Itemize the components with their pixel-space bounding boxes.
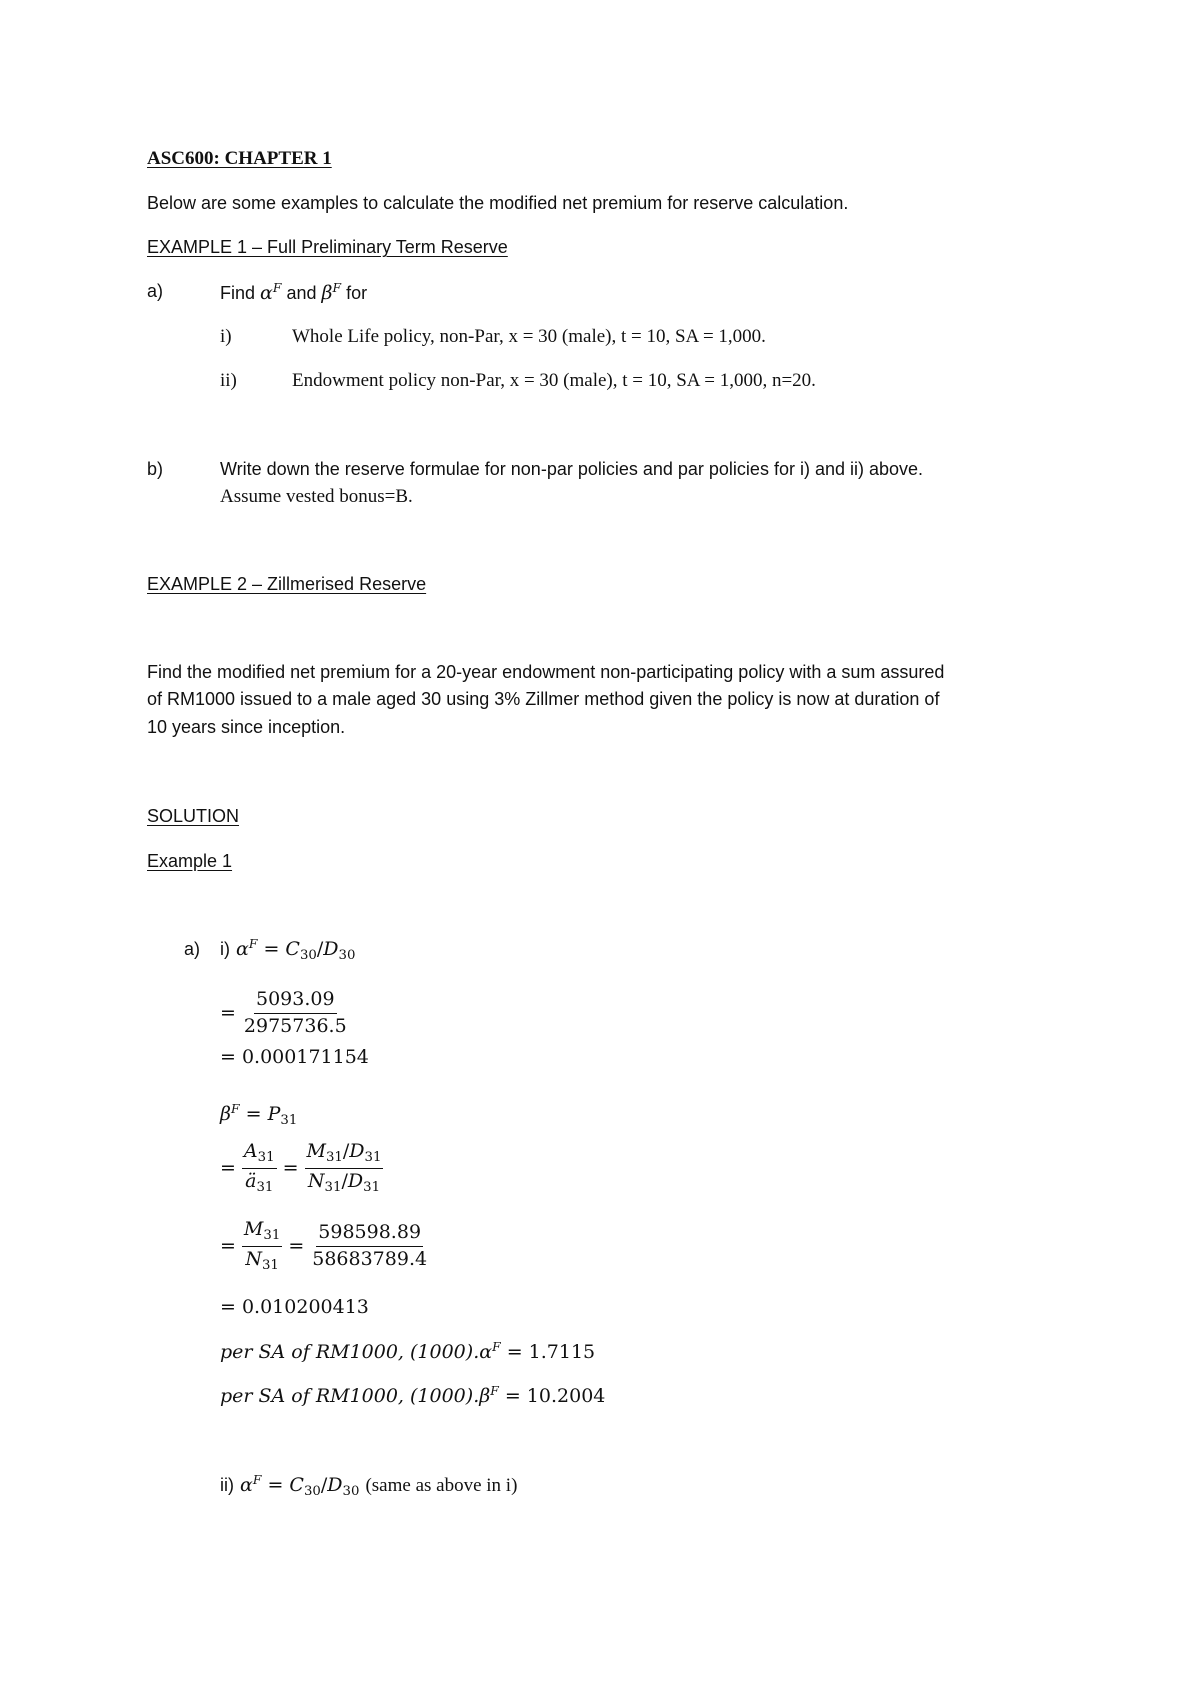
example1-b-label: b) xyxy=(147,459,164,479)
annuity-due-31-symbol: $ä_{31}$ xyxy=(245,1169,274,1195)
m31-over-d31: $M_{31}/D_{31}$ xyxy=(305,1140,384,1169)
a31-symbol: $A_{31}$ xyxy=(242,1140,277,1169)
beta-value: 0.010200413 xyxy=(241,1296,369,1318)
equals-sign: = xyxy=(220,1002,236,1025)
solution-subheading: Example 1 xyxy=(147,851,233,871)
example2-line1: Find the modified net premium for a 20-year endowment non-participating policy with a sum assured xyxy=(147,662,945,682)
solution-a-label: a) xyxy=(184,939,201,959)
equals-sign: = xyxy=(220,1235,236,1258)
example1-i-label: i) xyxy=(220,326,232,347)
n31-over-d31: $N_{31}/D_{31}$ xyxy=(307,1169,381,1195)
example1-a-label: a) xyxy=(147,281,164,301)
example1-ii-label: ii) xyxy=(220,370,237,391)
per-sa-text: per SA of RM1000, (1000). xyxy=(220,1340,480,1363)
alpha-formula-ii: $\alpha^F = C_{30}/D_{30}$ xyxy=(240,1473,360,1499)
m31-value: 598598.89 xyxy=(316,1221,423,1247)
alpha-fraction xyxy=(242,988,349,1039)
alpha-f-symbol: $\alpha^F$ xyxy=(260,281,282,304)
and-word: and xyxy=(286,282,317,303)
beta-derivation-1 xyxy=(220,1140,383,1196)
equals-sign: = xyxy=(220,1157,236,1180)
alpha-formula: $\alpha^F = C_{30}/D_{30}$ xyxy=(236,937,356,963)
beta-sa-value: 10.2004 xyxy=(526,1384,606,1407)
example1-ii-text: Endowment policy non-Par, x = 30 (male), t = 10, SA = 1,000, n=20. xyxy=(292,370,816,391)
beta-result: = 0.010200413 xyxy=(220,1296,369,1318)
intro-text: Below are some examples to calculate the modified net premium for reserve calculation. xyxy=(147,193,849,213)
page-title: ASC600: CHAPTER 1 xyxy=(147,148,332,169)
n31-value: 58683789.4 xyxy=(312,1247,428,1270)
d30-value: 2975736.5 xyxy=(243,1014,347,1037)
example1-i-text: Whole Life policy, non-Par, x = 30 (male), t = 10, SA = 1,000. xyxy=(292,326,766,347)
find-word: Find xyxy=(220,282,256,303)
alpha-sa-value: 1.7115 xyxy=(528,1340,596,1363)
example2-line2: of RM1000 issued to a male aged 30 using 3% Zillmer method given the policy is now at duration of xyxy=(147,689,940,709)
beta-definition: $\beta^F = P_{31}$ xyxy=(220,1102,298,1128)
beta-derivation-2 xyxy=(220,1218,429,1274)
equals-sign: = xyxy=(288,1235,305,1258)
beta-f-symbol: $\beta^F$ xyxy=(321,281,342,304)
a31-over-adue31 xyxy=(242,1140,277,1196)
ii-note: (same as above in i) xyxy=(365,1474,518,1496)
alpha-fraction-line xyxy=(220,988,349,1039)
alpha-per-sa: per SA of RM1000, $(1000).\alpha^F = 1.7115$ xyxy=(220,1340,596,1363)
example2-heading: EXAMPLE 2 – Zillmerised Reserve xyxy=(147,574,427,594)
example1-a-text xyxy=(220,281,367,304)
solution-i-label: i) xyxy=(220,939,230,960)
example2-line3: 10 years since inception. xyxy=(147,717,346,737)
alpha-value: 0.000171154 xyxy=(241,1046,369,1068)
alpha-definition xyxy=(220,937,355,963)
example1-b-line2: Assume vested bonus=B. xyxy=(220,486,413,507)
ii-alpha-definition xyxy=(220,1473,517,1499)
example1-heading: EXAMPLE 1 – Full Preliminary Term Reserve xyxy=(147,237,508,257)
m31-symbol: $M_{31}$ xyxy=(242,1218,282,1247)
equals-sign: = xyxy=(282,1157,299,1180)
c30-value: 5093.09 xyxy=(254,988,337,1014)
beta-per-sa: per SA of RM1000, $(1000).\beta^F = 10.2004$ xyxy=(220,1384,606,1407)
for-word: for xyxy=(346,282,368,303)
n31-symbol: $N_{31}$ xyxy=(245,1247,279,1273)
alpha-result: = 0.000171154 xyxy=(220,1046,369,1068)
commutation-fraction xyxy=(305,1140,384,1196)
m31-over-n31 xyxy=(242,1218,282,1274)
example1-b-line1: Write down the reserve formulae for non-par policies and par policies for i) and ii) above. xyxy=(220,459,924,479)
per-sa-text: per SA of RM1000, (1000). xyxy=(220,1384,480,1407)
solution-ii-label: ii) xyxy=(220,1475,234,1496)
solution-heading: SOLUTION xyxy=(147,806,240,826)
beta-numeric-fraction xyxy=(310,1221,429,1272)
